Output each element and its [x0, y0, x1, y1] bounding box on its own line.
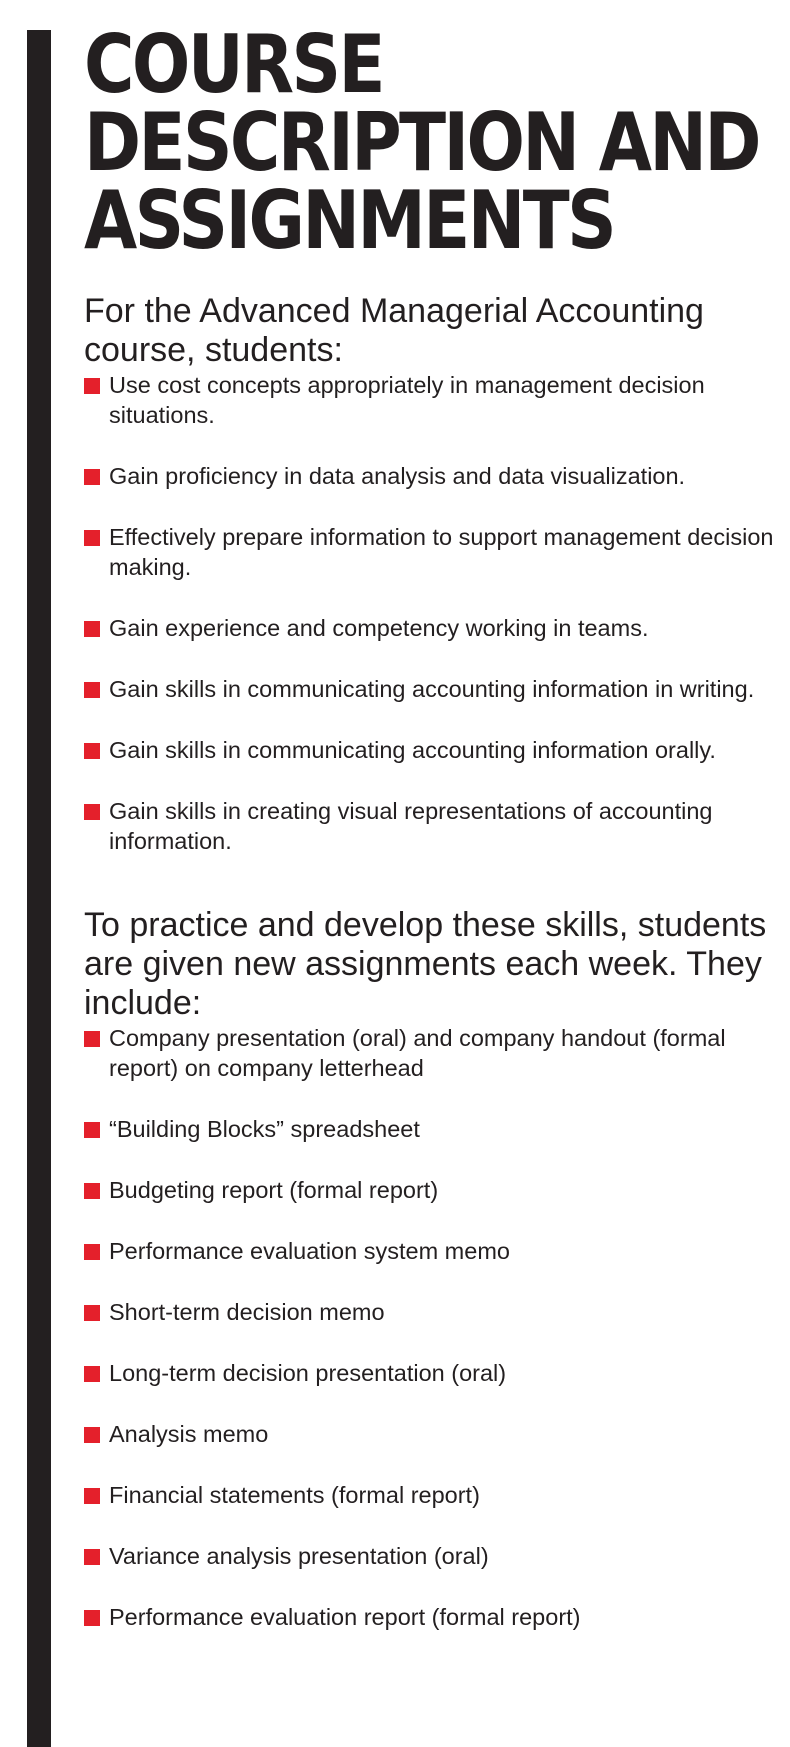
- red-square-bullet-icon: [84, 743, 100, 759]
- side-accent-bar: [27, 30, 51, 1747]
- assignment-item: [84, 1023, 774, 1083]
- outcome-item: [84, 613, 774, 643]
- outcome-item: [84, 674, 774, 704]
- assignment-item: [84, 1114, 774, 1144]
- assignment-item: [84, 1541, 774, 1571]
- outcome-item: [84, 461, 774, 491]
- assignment-text: Budgeting report (formal report): [109, 1177, 439, 1203]
- title-line-3: ASSIGNMENTS: [84, 174, 615, 267]
- assignment-item: [84, 1358, 774, 1388]
- red-square-bullet-icon: [84, 1549, 100, 1565]
- assignment-text: Short-term decision memo: [109, 1299, 385, 1325]
- assignment-text: Variance analysis presentation (oral): [109, 1543, 489, 1569]
- red-square-bullet-icon: [84, 1610, 100, 1626]
- assignment-text: Financial statements (formal report): [109, 1482, 480, 1508]
- assignments-intro: To practice and develop these skills, students are given new assignments each week. They include:: [84, 906, 767, 1022]
- red-square-bullet-icon: [84, 804, 100, 820]
- outcome-text: Gain proficiency in data analysis and data visualization.: [109, 463, 686, 489]
- red-square-bullet-icon: [84, 530, 100, 546]
- red-square-bullet-icon: [84, 1244, 100, 1260]
- red-square-bullet-icon: [84, 1305, 100, 1321]
- red-square-bullet-icon: [84, 1366, 100, 1382]
- title-line-1: COURSE: [84, 18, 383, 111]
- assignment-text: Analysis memo: [109, 1421, 269, 1447]
- red-square-bullet-icon: [84, 1031, 100, 1047]
- red-square-bullet-icon: [84, 1488, 100, 1504]
- red-square-bullet-icon: [84, 1427, 100, 1443]
- outcomes-intro: For the Advanced Managerial Accounting course, students:: [84, 292, 704, 369]
- assignment-text: Long-term decision presentation (oral): [109, 1360, 507, 1386]
- assignment-text: Company presentation (oral) and company handout (formal report) on company letterhead: [109, 1025, 726, 1081]
- outcome-item: [84, 370, 774, 430]
- outcome-text: Gain skills in creating visual representations of accounting information.: [109, 798, 713, 854]
- outcome-item: [84, 735, 774, 765]
- red-square-bullet-icon: [84, 1122, 100, 1138]
- title-line-2: DESCRIPTION AND: [84, 96, 759, 189]
- assignment-item: [84, 1297, 774, 1327]
- assignment-item: [84, 1236, 774, 1266]
- outcome-text: Use cost concepts appropriately in management decision situations.: [109, 372, 705, 428]
- assignment-text: Performance evaluation system memo: [109, 1238, 510, 1264]
- red-square-bullet-icon: [84, 1183, 100, 1199]
- red-square-bullet-icon: [84, 682, 100, 698]
- page-title: [84, 18, 772, 267]
- outcome-text: Gain skills in communicating accounting information in writing.: [109, 676, 755, 702]
- outcome-item: [84, 522, 774, 582]
- red-square-bullet-icon: [84, 469, 100, 485]
- article-panel: [84, 18, 774, 1663]
- assignments-list: [84, 1023, 774, 1632]
- outcome-text: Gain experience and competency working in teams.: [109, 615, 649, 641]
- assignment-item: [84, 1419, 774, 1449]
- outcome-text: Gain skills in communicating accounting information orally.: [109, 737, 716, 763]
- assignment-text: Performance evaluation report (formal report): [109, 1604, 581, 1630]
- assignment-item: [84, 1602, 774, 1632]
- red-square-bullet-icon: [84, 378, 100, 394]
- assignment-item: [84, 1175, 774, 1205]
- red-square-bullet-icon: [84, 621, 100, 637]
- assignment-item: [84, 1480, 774, 1510]
- outcomes-list: [84, 370, 774, 856]
- outcome-item: [84, 796, 774, 856]
- outcome-text: Effectively prepare information to support management decision making.: [109, 524, 774, 580]
- assignment-text: “Building Blocks” spreadsheet: [109, 1116, 420, 1142]
